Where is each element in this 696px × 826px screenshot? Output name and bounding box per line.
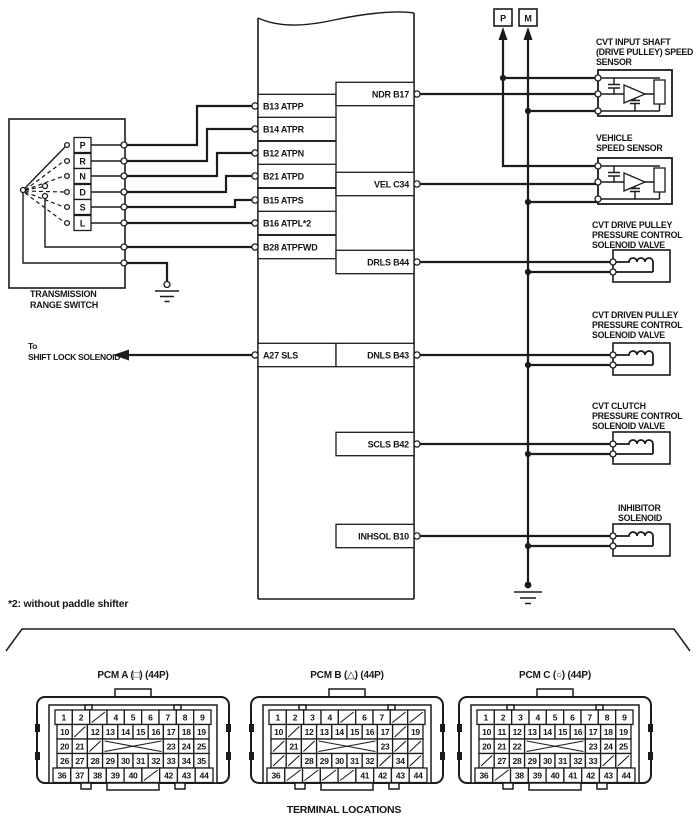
connector-side-mark [440, 724, 445, 732]
terminal-number: 21 [75, 741, 85, 752]
valve-pin [610, 269, 616, 275]
pcm-pin [414, 352, 420, 358]
terminal-number: 13 [105, 726, 115, 737]
pcm-right-cells [336, 82, 420, 547]
terminal-number: 40 [128, 770, 138, 781]
position-contact [65, 221, 70, 226]
paddle-shifter-footnote: *2: without paddle shifter [8, 598, 129, 610]
connector-side-mark [648, 752, 653, 760]
terminal-number: 43 [395, 770, 405, 781]
junction-dot [525, 269, 531, 275]
terminal-number: 19 [410, 726, 420, 737]
pcm-c-header: PCM C (○) (44P) [519, 670, 591, 681]
driven-pulley-valve-label: PRESSURE CONTROL [592, 320, 683, 330]
cvt-driven-pulley-solenoid-valve [610, 343, 670, 375]
position-contact [65, 190, 70, 195]
terminal-number: 28 [90, 755, 100, 766]
wire-atpp [124, 106, 256, 145]
terminal-number: 35 [196, 755, 206, 766]
junction-dot [500, 75, 506, 81]
terminal-number: 33 [166, 755, 176, 766]
terminal-number: 41 [360, 770, 370, 781]
terminal-number: 1 [483, 712, 488, 723]
connector-side-mark [249, 724, 254, 732]
terminal-number: 20 [482, 741, 492, 752]
terminal-number: 25 [196, 741, 206, 752]
terminal-number: 23 [588, 741, 598, 752]
sensor-pin [595, 108, 601, 114]
ground-bars-right [514, 592, 542, 604]
terminal-number: 30 [334, 755, 344, 766]
clutch-valve-label: PRESSURE CONTROL [592, 411, 683, 421]
pcm-pin-label: B15 ATPS [263, 195, 304, 206]
connector-side-mark [249, 752, 254, 760]
input-sensor-label: SENSOR [596, 57, 632, 67]
terminal-number: 8 [604, 712, 610, 723]
terminal-number: 16 [573, 726, 583, 737]
terminal-locations-caption: TERMINAL LOCATIONS [286, 804, 402, 816]
ground-terminal-circle [164, 282, 170, 288]
position-label-l: L [79, 218, 86, 229]
connector-bottom-tab [321, 783, 373, 790]
terminal-number: 12 [512, 726, 522, 737]
pcm-block [252, 12, 420, 599]
terminal-number: 42 [378, 770, 387, 781]
switch-pin [121, 189, 127, 195]
ground-bars-left [155, 291, 179, 302]
terminal-number: 7 [379, 712, 384, 723]
terminal-number: 15 [350, 726, 360, 737]
connector-side-mark [648, 724, 653, 732]
terminal-number: 6 [362, 712, 367, 723]
vss-label: SPEED SENSOR [596, 143, 663, 153]
connector-m-label: M [524, 13, 532, 24]
sensor-pin [595, 75, 601, 81]
terminal-number: 10 [60, 726, 70, 737]
terminal-number: 29 [319, 755, 329, 766]
terminal-number: 9 [200, 712, 205, 723]
terminal-number: 7 [587, 712, 592, 723]
terminal-number: 34 [395, 755, 405, 766]
junction-dots [500, 75, 531, 549]
terminal-number: 43 [603, 770, 613, 781]
terminal-number: 37 [75, 770, 85, 781]
pcm-pin [414, 533, 420, 539]
terminal-number: 39 [532, 770, 542, 781]
clutch-valve-label: CVT CLUTCH [592, 401, 646, 411]
terminal-number: 2 [500, 712, 506, 723]
ground-symbol-left [155, 282, 179, 302]
junction-dot [525, 451, 531, 457]
terminal-number: 44 [413, 770, 423, 781]
switch-aux-contact [43, 184, 48, 189]
switch-pin [121, 244, 127, 250]
position-contact [65, 159, 70, 164]
connector-latch-slot [85, 705, 92, 710]
connector-side-mark [35, 724, 40, 732]
connector-bottom-lug [295, 783, 305, 789]
terminal-number: 38 [93, 770, 102, 781]
pcm-b-header: PCM B (△) (44P) [310, 670, 384, 681]
connector-p-label: P [500, 13, 506, 24]
terminal-number: 14 [334, 726, 344, 737]
terminal-number: 6 [148, 712, 153, 723]
terminal-number: 10 [274, 726, 284, 737]
terminal-number: 2 [292, 712, 298, 723]
terminal-number: 29 [105, 755, 115, 766]
cvt-clutch-solenoid-valve [610, 432, 670, 464]
terminal-number: 17 [166, 726, 176, 737]
position-contact [65, 143, 70, 148]
position-label-n: N [79, 171, 86, 182]
terminal-number: 9 [622, 712, 627, 723]
wire-atps [124, 200, 256, 207]
pcm-pin-label: A27 SLS [263, 350, 299, 361]
sensor-pin [595, 91, 601, 97]
pcm-a-connector [35, 689, 231, 790]
switch-pin [121, 158, 127, 164]
terminal-number: 43 [181, 770, 191, 781]
junction-dot [525, 543, 531, 549]
connector-bottom-lug [81, 783, 91, 789]
terminal-number: 15 [136, 726, 146, 737]
connector-side-mark [35, 752, 40, 760]
drive-pulley-valve-label: SOLENOID VALVE [592, 240, 665, 250]
switch-pin [121, 142, 127, 148]
inhibitor-solenoid [610, 524, 670, 556]
switch-aux-contact [43, 194, 48, 199]
range-switch-caption-line1: TRANSMISSION [30, 289, 97, 299]
terminal-number: 23 [380, 741, 390, 752]
terminal-number: 21 [497, 741, 507, 752]
connector-latch-slot [507, 705, 514, 710]
terminal-number: 4 [535, 712, 540, 723]
terminal-number: 26 [60, 755, 70, 766]
driven-pulley-valve-label: SOLENOID VALVE [592, 330, 665, 340]
terminal-number: 36 [479, 770, 489, 781]
connector-latch-slot [299, 705, 306, 710]
terminal-number: 32 [151, 755, 161, 766]
connector-p [494, 9, 512, 26]
pcm-pin [414, 91, 420, 97]
wire-layer [113, 27, 613, 587]
junction-dot [525, 362, 531, 368]
pcm-pin [252, 126, 258, 132]
terminal-number: 27 [497, 755, 507, 766]
terminal-number: 31 [350, 755, 360, 766]
position-contact [65, 174, 70, 179]
inhibitor-solenoid-label: SOLENOID [618, 513, 662, 523]
terminal-number: 32 [365, 755, 375, 766]
terminal-number: 29 [527, 755, 537, 766]
terminal-number: 4 [327, 712, 332, 723]
terminal-number: 10 [482, 726, 492, 737]
range-switch-caption-line2: RANGE SWITCH [30, 300, 99, 310]
pcm-pin [252, 220, 258, 226]
pcm-pin [414, 441, 420, 447]
terminal-number: 12 [90, 726, 100, 737]
pcm-pin [252, 244, 258, 250]
arrowhead-p [499, 27, 508, 40]
terminal-number: 36 [271, 770, 281, 781]
pcm-pin-label: B14 ATPR [263, 124, 304, 135]
junction-dot [525, 199, 531, 205]
wire-atpd [124, 176, 256, 192]
connector-bottom-tab [529, 783, 581, 790]
switch-pin [121, 220, 127, 226]
connector-side-mark [226, 724, 231, 732]
wire-p-vertical [503, 38, 598, 166]
drive-pulley-valve-label: PRESSURE CONTROL [592, 230, 683, 240]
terminal-number: 41 [568, 770, 578, 781]
pcm-left-cells [252, 94, 336, 258]
terminal-number: 5 [130, 712, 136, 723]
terminal-number: 33 [588, 755, 598, 766]
pcm-pin [414, 259, 420, 265]
connector-bottom-tab [107, 783, 159, 790]
pcm-pin [252, 103, 258, 109]
terminal-number: 38 [515, 770, 524, 781]
terminal-number: 24 [181, 741, 191, 752]
terminal-number: 17 [588, 726, 598, 737]
connector-side-mark [457, 752, 462, 760]
terminal-number: 5 [552, 712, 558, 723]
terminal-number: 28 [304, 755, 314, 766]
connector-latch-slot [174, 705, 181, 710]
terminal-number: 22 [512, 741, 522, 752]
terminal-number: 42 [164, 770, 173, 781]
terminal-number: 16 [365, 726, 375, 737]
cvt-input-speed-sensor [595, 70, 672, 116]
vss-label: VEHICLE [596, 133, 633, 143]
terminal-number: 18 [603, 726, 613, 737]
terminal-number: 30 [542, 755, 552, 766]
pcm-pin-label: B21 ATPD [263, 171, 304, 182]
connector-m [519, 9, 537, 26]
terminal-number: 31 [136, 755, 146, 766]
inhibitor-solenoid-label: INHIBITOR [618, 503, 661, 513]
wire-atpn [124, 153, 256, 176]
terminal-number: 28 [512, 755, 522, 766]
terminal-number: 4 [113, 712, 118, 723]
cvt-drive-pulley-solenoid-valve [610, 250, 670, 282]
transmission-range-switch [9, 119, 127, 310]
position-label-r: R [79, 156, 86, 167]
terminal-number: 36 [57, 770, 67, 781]
pcm-pin-label: INHSOL B10 [358, 531, 409, 542]
terminal-number: 14 [542, 726, 552, 737]
pcm-pin-label: DRLS B44 [367, 257, 409, 268]
terminal-number: 8 [182, 712, 188, 723]
terminal-number: 1 [275, 712, 280, 723]
position-label-s: S [79, 202, 86, 213]
input-sensor-label: (DRIVE PULLEY) SPEED [596, 47, 694, 57]
position-label-d: D [79, 187, 86, 198]
ground-symbol-right [514, 582, 542, 604]
terminal-number: 18 [181, 726, 191, 737]
terminal-number: 14 [120, 726, 130, 737]
terminal-number: 31 [558, 755, 568, 766]
connector-side-mark [457, 724, 462, 732]
connector-bottom-lug [175, 783, 185, 789]
shift-lock-label-line2: SHIFT LOCK SOLENOID [28, 352, 121, 362]
terminal-number: 40 [550, 770, 560, 781]
connector-side-mark [226, 752, 231, 760]
pcm-column-break-top [258, 12, 414, 25]
terminal-number: 11 [497, 726, 506, 737]
pcm-pin-label: VEL C34 [374, 179, 409, 190]
terminal-number: 3 [310, 712, 315, 723]
terminal-number: 39 [110, 770, 120, 781]
pcm-a-header: PCM A (□) (44P) [97, 670, 169, 681]
connector-latch-slot [388, 705, 395, 710]
pcm-c-connector [457, 689, 653, 790]
switch-common-contact [21, 188, 26, 193]
terminal-number: 16 [151, 726, 161, 737]
arrowhead-m [524, 27, 533, 40]
connector-side-mark [440, 752, 445, 760]
pcm-pin-label: DNLS B43 [367, 350, 409, 361]
terminal-number: 13 [319, 726, 329, 737]
switch-pin [121, 204, 127, 210]
drive-pulley-valve-label: CVT DRIVE PULLEY [592, 220, 673, 230]
terminal-number: 19 [618, 726, 628, 737]
pcm-pin [414, 181, 420, 187]
terminal-number: 6 [570, 712, 575, 723]
valve-pin [610, 259, 616, 265]
shift-lock-label-line1: To [28, 341, 38, 351]
pcm-pin [252, 352, 258, 358]
terminal-number: 44 [621, 770, 631, 781]
input-sensor-label: CVT INPUT SHAFT [596, 37, 671, 47]
pcm-pin [252, 150, 258, 156]
pcm-pin-label: B16 ATPL*2 [263, 218, 312, 229]
terminal-number: 24 [603, 741, 613, 752]
clutch-valve-label: SOLENOID VALVE [592, 421, 665, 431]
pcm-pin-label: SCLS B42 [367, 439, 409, 450]
terminal-number: 15 [558, 726, 568, 737]
pcm-pin-label: NDR B17 [371, 89, 409, 100]
sensor-resistor [654, 80, 665, 104]
terminal-number: 13 [527, 726, 537, 737]
switch-pin [121, 260, 127, 266]
terminal-number: 44 [199, 770, 209, 781]
terminal-number: 7 [165, 712, 170, 723]
connector-bottom-lug [597, 783, 607, 789]
terminal-number: 34 [181, 755, 191, 766]
pcm-pin [252, 197, 258, 203]
switch-pin [121, 173, 127, 179]
pcm-pin [252, 173, 258, 179]
terminal-number: 2 [78, 712, 84, 723]
terminal-number: 42 [586, 770, 595, 781]
terminal-number: 17 [380, 726, 390, 737]
section-bracket [6, 629, 690, 651]
terminal-number: 20 [60, 741, 70, 752]
terminal-number: 30 [120, 755, 130, 766]
pcm-sls-cell [252, 343, 336, 366]
pcm-pin-label: B28 ATPFWD [263, 242, 318, 253]
pcm-b-connector [249, 689, 445, 790]
terminal-number: 32 [573, 755, 583, 766]
valve-box [613, 250, 670, 282]
terminal-number: 3 [518, 712, 523, 723]
pcm-pin-label: B13 ATPP [263, 101, 304, 112]
terminal-number: 21 [289, 741, 299, 752]
terminal-number: 1 [61, 712, 66, 723]
pcm-pin-label: B12 ATPN [263, 148, 304, 159]
position-contact [65, 205, 70, 210]
vehicle-speed-sensor [595, 158, 672, 204]
junction-dot [525, 108, 531, 114]
terminal-number: 23 [166, 741, 176, 752]
connector-bottom-lug [389, 783, 399, 789]
terminal-number: 12 [304, 726, 314, 737]
connector-bottom-lug [503, 783, 513, 789]
driven-pulley-valve-label: CVT DRIVEN PULLEY [592, 310, 679, 320]
terminal-number: 27 [75, 755, 85, 766]
wire-switch-ground [124, 263, 167, 281]
connector-latch-slot [596, 705, 603, 710]
ground-junction-dot [525, 582, 532, 589]
terminal-number: 19 [196, 726, 206, 737]
terminal-number: 25 [618, 741, 628, 752]
position-label-p: P [79, 140, 86, 151]
